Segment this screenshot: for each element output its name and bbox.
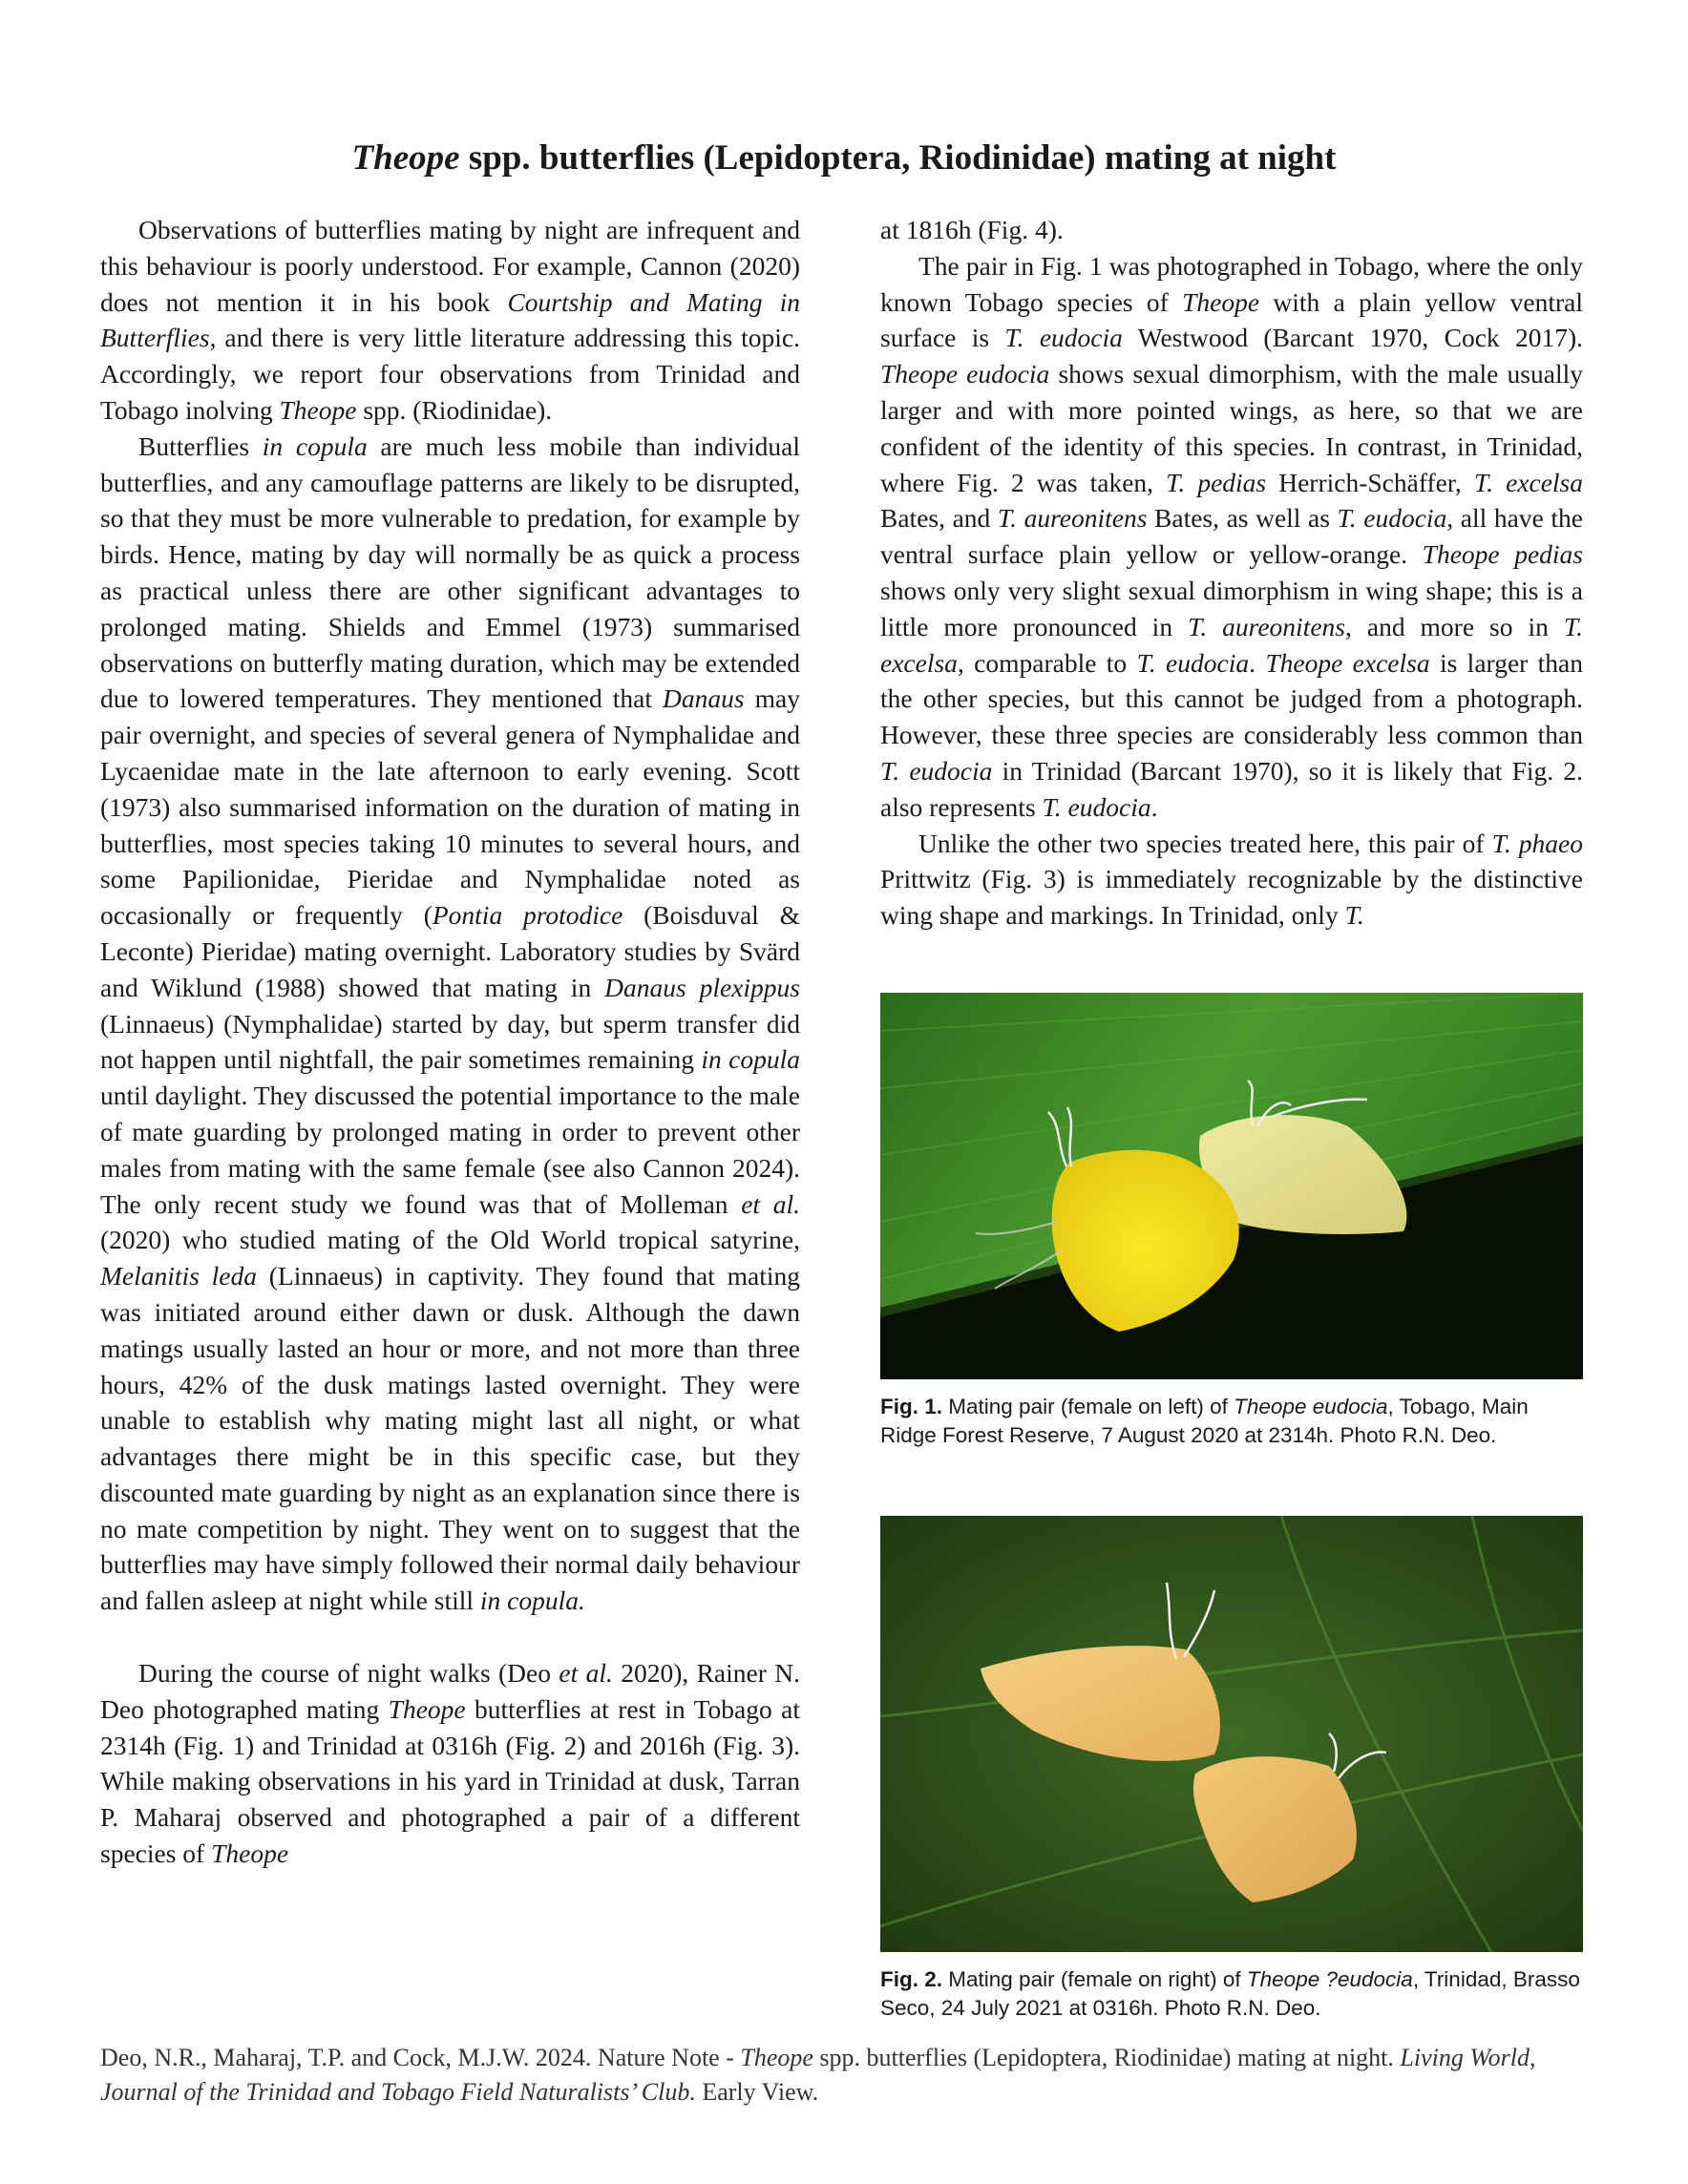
fig2-photo (880, 1516, 1583, 1952)
text-run: may pair overnight, and species of several genera of Nymphalidae and Lycaenidae mate in the late afternoon to early evening. Scott (1973) also summarised information on the duration of mating in butterflies, most species taking 10 minutes to several hours, and some Papilionidae, Pieridae and Nymphalidae noted as occasionally or frequently ( (100, 683, 800, 931)
italic-run: et al. (559, 1658, 613, 1689)
text-run: shows only very slight sexual dimorphism in wing shape; this is a little more pronounced in (880, 575, 1583, 641)
text-run: spp. (Riodinidae). (356, 394, 553, 425)
italic-run: T. excelsa (880, 611, 1583, 678)
italic-run: T. eudocia (1337, 503, 1447, 534)
left-column (100, 212, 800, 1872)
fig2-caption (880, 1965, 1583, 2023)
paragraph (880, 248, 1583, 826)
text-run: Mating pair (female on right) of (942, 1967, 1247, 1991)
text-run: Bates, and (880, 503, 998, 534)
text-run: During the course of night walks (Deo (138, 1658, 559, 1689)
text-run: (Linnaeus) in captivity. They found that mating was initiated around either dawn or dusk. Although the dawn matings usually lasted an hour or more, and not more than three hours, 42% of the dusk matings lasted overnight. They were unable to establish why mating might last all night, or what advantages there might be in this specific case, but they discounted mate guarding by night as an explanation since there is no mate competition by night. They went on to suggest that the butterflies may have simply followed their normal daily behaviour and fallen asleep at night while still (100, 1261, 800, 1616)
figure-1 (880, 993, 1583, 1450)
text-run: Westwood (Barcant 1970, Cock 2017). (1122, 323, 1583, 353)
italic-run: Theope (279, 394, 357, 425)
italic-run: Theope (211, 1838, 289, 1869)
paragraph (880, 826, 1583, 934)
italic-run: T. eudocia (1004, 323, 1123, 353)
text-run: , comparable to (957, 647, 1137, 678)
italic-run: T. pedias (1166, 467, 1267, 497)
italic-run: T. eudocia (1042, 791, 1151, 822)
fig1-photo (880, 993, 1583, 1379)
fig1-label: Fig. 1. (880, 1395, 943, 1418)
text-run: Observations of butterflies mating by night are infrequent and this behaviour is poorly understood. For example, Cannon (2020) does not mention it in his book (100, 215, 800, 317)
paragraph (880, 212, 1583, 248)
text-run: shows sexual dimorphism, with the male usually larger and with more pointed wings, as here, so that we are confident of the identity of this species. In contrast, in Trinidad, where Fig. 2 was taken, (880, 359, 1583, 497)
italic-run: T. aureonitens (997, 503, 1148, 534)
text-run: (Linnaeus) (Nymphalidae) started by day, but sperm transfer did not happen until nightfall, the pair sometimes remaining (100, 1008, 800, 1075)
text-run: 2020), Rainer N. Deo photographed mating (100, 1658, 800, 1724)
italic-run: in copula (262, 430, 368, 461)
text-run: are much less mobile than individual butterflies, and any camouflage patterns are likely to be disrupted, so that they must be more vulnerable to predation, for example by birds. Hence, mating by day will normally be as quick a process as practical unless there are other significant advantages to prolonged mating. Shields and Emmel (1973) summarised observations on butterfly mating duration, which may be extended due to lowered temperatures. They mentioned that (100, 430, 800, 714)
text-run: (Boisduval & Leconte) Pieridae) mating overnight. Laboratory studies by Svärd and Wiklund (1988) showed that mating in (100, 900, 800, 1002)
text-run: , all have the ventral surface plain yellow or yellow-orange. (880, 503, 1583, 570)
italic-run: Courtship and Mating in Butterflies (100, 286, 800, 353)
italic-run: Living World, Journal of the Trinidad and Tobago Field Naturalists’ Club. (100, 2044, 1536, 2106)
italic-run: T. eudocia (880, 755, 993, 786)
italic-run: T. aureonitens (1188, 611, 1345, 641)
text-run: . (1249, 647, 1266, 678)
fig2-label: Fig. 2. (880, 1967, 943, 1991)
italic-run: T. (1344, 900, 1364, 931)
text-run: Deo, N.R., Maharaj, T.P. and Cock, M.J.W. 2024. Nature Note - (100, 2044, 741, 2071)
italic-run: Danaus (663, 683, 745, 714)
title-genus: Theope (351, 138, 460, 178)
italic-run: Theope eudocia (1234, 1395, 1388, 1418)
italic-run: T. phaeo (1491, 828, 1583, 858)
text-run: Bates, as well as (1147, 503, 1338, 534)
text-run: , Trinidad, Brasso Seco, 24 July 2021 at 0316h. Photo R.N. Deo. (880, 1967, 1580, 2020)
fig1-caption (880, 1393, 1583, 1450)
text-run: Butterflies (138, 430, 263, 461)
title-rest: spp. butterflies (Lepidoptera, Riodinidae) mating at night (459, 138, 1337, 178)
italic-run: Theope (740, 2044, 813, 2071)
text-run: The pair in Fig. 1 was photographed in Tobago, where the only known Tobago species of (880, 250, 1583, 317)
italic-run: et al. (741, 1188, 800, 1219)
text-run: with a plain yellow ventral surface is (880, 286, 1583, 353)
fig1-caption-text (880, 1395, 1529, 1447)
text-run: , and there is very little literature addressing this topic. Accordingly, we report four observations from Trinidad and Tobago inolving (100, 323, 800, 425)
italic-run: Theope pedias (1422, 539, 1583, 570)
paragraph (100, 212, 800, 429)
italic-run: Theope (388, 1693, 466, 1724)
paragraph (100, 429, 800, 1619)
text-run: , and more so in (1345, 611, 1564, 641)
citation (100, 2041, 1590, 2110)
text-run: , Tobago, Main Ridge Forest Reserve, 7 August 2020 at 2314h. Photo R.N. Deo. (880, 1395, 1529, 1447)
italic-run: Pontia protodice (432, 900, 623, 931)
text-run: butterflies at rest in Tobago at 2314h (Fig. 1) and Trinidad at 0316h (Fig. 2) and 2016h (Fig. 3). While making observations in his yard in Trinidad at dusk, Tarran P. Maharaj observed and photographed a pair of a different species of (100, 1693, 800, 1869)
text-run: Mating pair (female on left) of (942, 1395, 1234, 1418)
figure-2 (880, 1516, 1583, 2023)
text-run: . (1150, 791, 1158, 822)
italic-run: Theope (1182, 286, 1260, 317)
italic-run: Theope excelsa (1265, 647, 1430, 678)
text-run: Herrich-Schäffer, (1266, 467, 1474, 497)
text-run: until daylight. They discussed the potential importance to the male of mate guarding by prolonged mating in order to prevent other males from mating with the same female (see also Cannon 2024). The only recent study we found was that of Molleman (100, 1081, 800, 1219)
right-column (880, 212, 1583, 934)
text-run: Unlike the other two species treated here, this pair of (918, 828, 1492, 858)
fig2-caption-text (880, 1967, 1580, 2020)
paragraph (100, 1655, 800, 1872)
text-run: in Trinidad (Barcant 1970), so it is likely that Fig. 2. also represents (880, 755, 1583, 822)
italic-run: T. excelsa (1473, 467, 1584, 497)
italic-run: Theope ?eudocia (1246, 1967, 1413, 1991)
text-run: spp. butterflies (Lepidoptera, Riodinidae) mating at night. (812, 2044, 1401, 2071)
text-run: (2020) who studied mating of the Old World tropical satyrine, (100, 1225, 800, 1255)
text-run: Early View. (695, 2078, 819, 2106)
italic-run: in copula. (479, 1586, 585, 1616)
text-run: Prittwitz (Fig. 3) is immediately recognizable by the distinctive wing shape and markings. In Trinidad, only (880, 864, 1583, 931)
italic-run: Theope eudocia (880, 359, 1050, 389)
italic-run: in copula (701, 1044, 800, 1075)
text-run: is larger than the other species, but this cannot be judged from a photograph. However, these three species are considerably less common than (880, 647, 1584, 750)
italic-run: Melanitis leda (100, 1261, 257, 1292)
text-run: at 1816h (Fig. 4). (880, 215, 1064, 244)
article-title (0, 137, 1688, 178)
italic-run: Danaus plexippus (604, 972, 800, 1002)
italic-run: T. eudocia (1136, 647, 1250, 678)
